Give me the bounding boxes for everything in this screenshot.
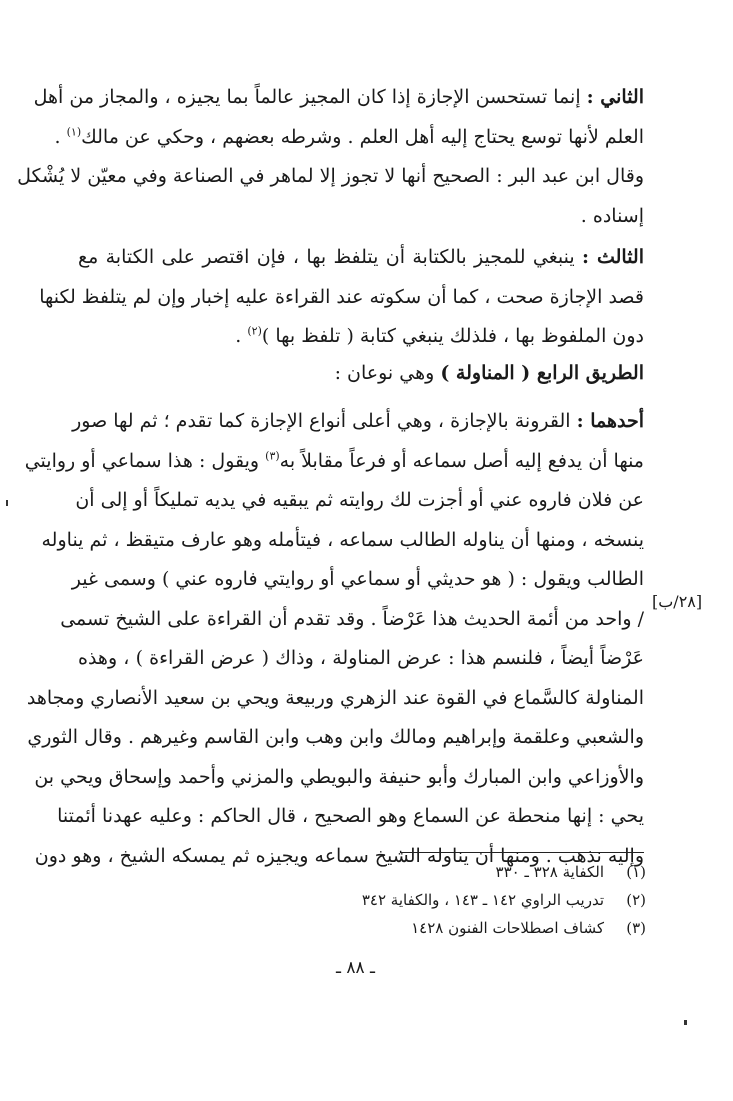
paragraph-second <box>17 78 644 236</box>
text-line: عَرْضاً أيضاً ، فلنسم هذا : عرض المناولة ، وذاك ( عرض القراءة ) ، وهذه <box>78 647 644 669</box>
paragraph-heading: الثاني : <box>586 86 644 108</box>
footnote-item <box>320 858 646 886</box>
manuscript-folio-note: [٢٨/ب] <box>652 592 703 611</box>
text-line: منها أن يدفع إليه أصل سماعه أو فرعاً مقابلاً به$^{(٣)}$ ويقول : هذا سماعي أو روايتي <box>24 449 644 472</box>
text-line: أحدهما : القرونة بالإجازة ، وهي أعلى أنواع الإجازة كما تقدم ؛ ثم لها صور <box>72 410 644 432</box>
paragraph-third <box>39 238 644 357</box>
text-line: دون الملفوظ بها ، فلذلك ينبغي كتابة ( تلفظ بها )$^{(٢)}$ . <box>235 324 644 347</box>
footnote-number: (٣) <box>626 919 646 937</box>
paragraph-heading: الثالث : <box>582 246 644 268</box>
footnote-text: كشاف اصطلاحات الفنون ١٤٢٨ <box>411 919 604 937</box>
text-line: المناولة كالسَّماع في القوة عند الزهري وربيعة ويحي بن سعيد الأنصاري ومجاهد <box>26 686 644 709</box>
text-line: وإليه نذهب . ومنها أن يناوله الشيخ سماعه ويجيزه ثم يمسكه الشيخ ، وهو دون <box>34 844 644 867</box>
scan-mark <box>6 500 8 506</box>
footnote-separator <box>400 852 644 853</box>
text-line: وقال ابن عبد البر : الصحيح أنها لا تجوز إلا لماهر في الصناعة وفي معيّن لا يُشْكل <box>17 165 644 187</box>
footnote-text: تدريب الراوي ١٤٢ ـ ١٤٣ ، والكفاية ٣٤٢ <box>361 891 604 909</box>
text-line: عن فلان فاروه عني أو أجزت لك روايته ثم يبقيه في يديه تمليكاً أو إلى أن <box>75 489 644 511</box>
footnote-item <box>320 914 646 942</box>
footnote-item <box>320 886 646 914</box>
footnote-ref: (١) <box>66 125 82 139</box>
text-line: العلم لأنها توسع يحتاج إليه أهل العلم . وشرطه بعضهم ، وحكي عن مالك$^{(١)}$ . <box>54 125 644 148</box>
paragraph-heading: أحدهما : <box>576 410 644 432</box>
footnote-text: الكفاية ٣٢٨ ـ ٣٣٠ <box>495 863 604 881</box>
text-line: الطالب ويقول : ( هو حديثي أو سماعي أو روايتي فاروه عني ) وسمى غير <box>71 568 644 590</box>
text-line: / واحد من أئمة الحديث هذا عَرْضاً . وقد تقدم أن القراءة على الشيخ تسمى <box>60 607 644 630</box>
footnote-ref: (٢) <box>247 324 262 338</box>
paragraph-first-type <box>24 402 644 876</box>
text-line: الثاني : إنما تستحسن الإجازة إذا كان المجيز عالماً بما يجيزه ، والمجاز من أهل <box>33 86 644 108</box>
section-heading: الطريق الرابع ( المناولة ) وهي نوعان : <box>334 362 644 384</box>
footnote-number: (٢) <box>626 891 646 909</box>
page-number: ـ ٨٨ ـ <box>336 958 376 978</box>
section-heading-bold: الطريق الرابع ( المناولة ) <box>440 362 644 384</box>
text-line: الثالث : ينبغي للمجيز بالكتابة أن يتلفظ بها ، فإن اقتصر على الكتابة مع <box>78 246 644 268</box>
text-line: والشعبي وعلقمة وإبراهيم ومالك وابن وهب وابن القاسم وغيرهم . وقال الثوري <box>27 726 644 748</box>
text-line: يحي : إنها منحطة عن السماع وهو الصحيح ، قال الحاكم : وعليه عهدنا أئمتنا <box>57 805 644 827</box>
scan-mark <box>684 1020 687 1025</box>
footnote-number: (١) <box>626 863 646 881</box>
text-line: إسناده . <box>580 204 644 227</box>
footnotes <box>320 858 646 942</box>
text-line: ينسخه ، ومنها أن يناوله الطالب سماعه ، فيتأمله وهو عارف متيقظ ، ثم يناوله <box>41 528 644 551</box>
text-line: والأوزاعي وابن المبارك وأبو حنيفة والبويطي والمزني وأحمد وإسحاق ويحي بن <box>34 765 644 788</box>
text-line: قصد الإجازة صحت ، كما أن سكوته عند القراءة عليه إخبار وإن لم يتلفظ لكنها <box>39 285 644 308</box>
footnote-ref: (٣) <box>265 449 280 463</box>
